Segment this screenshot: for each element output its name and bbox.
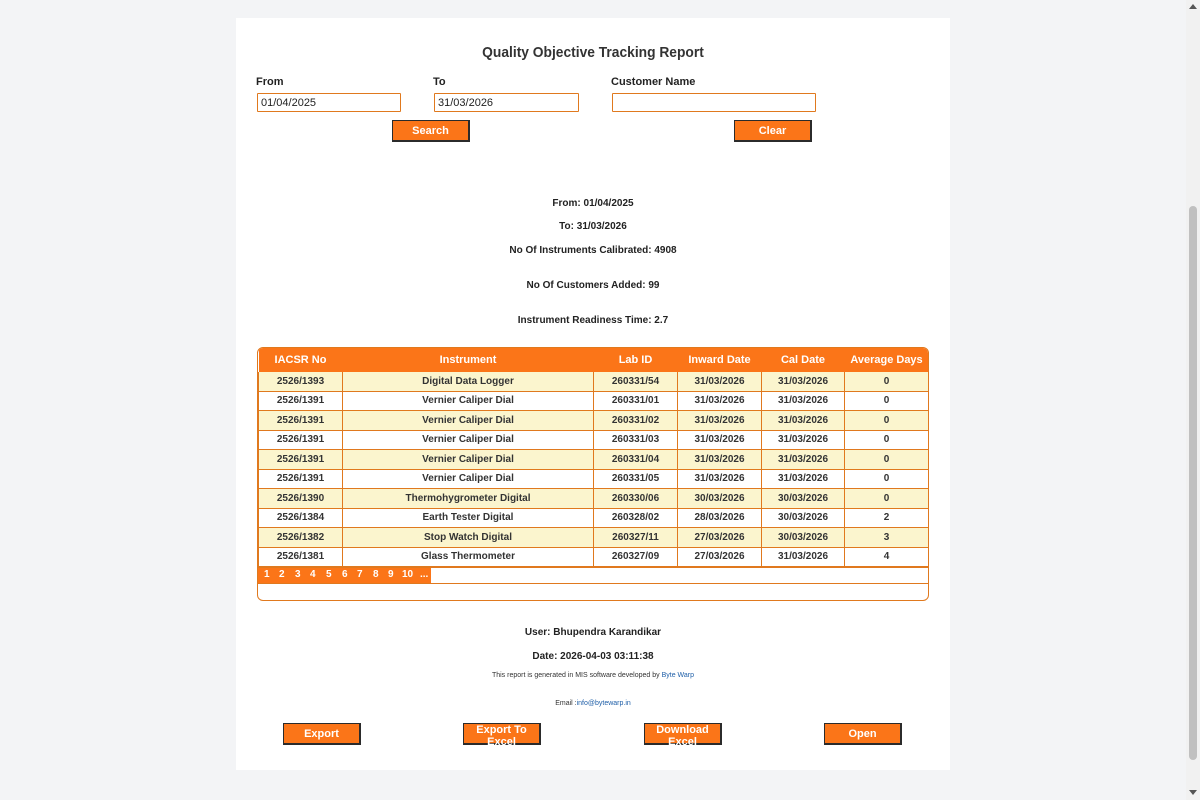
column-header[interactable]: Instrument [343,348,594,372]
clear-button[interactable]: Clear [734,120,812,142]
pagination-bar [258,567,928,584]
page-link-9[interactable]: 9 [388,569,394,580]
table-cell: 2526/1391 [259,450,343,470]
table-cell: 0 [845,391,929,411]
open-button[interactable]: Open [824,723,902,745]
pagination-strip [258,568,431,583]
column-header[interactable]: IACSR No [259,348,343,372]
column-header[interactable]: Average Days [845,348,929,372]
table-cell: 31/03/2026 [678,430,762,450]
table-cell: 31/03/2026 [762,430,845,450]
table-cell: 3 [845,528,929,548]
table-cell: 2526/1393 [259,372,343,391]
table-cell: 260330/06 [594,489,678,509]
table-cell: Thermohygrometer Digital [343,489,594,509]
table-cell: 2526/1381 [259,547,343,567]
table-cell: 260327/11 [594,528,678,548]
table-cell: Earth Tester Digital [343,508,594,528]
table-cell: 31/03/2026 [678,450,762,470]
generated-text: This report is generated in MIS software developed by [491,672,660,679]
table-cell: 30/03/2026 [762,489,845,509]
download-excel-button[interactable]: Download Excel [644,723,722,745]
table-cell: 31/03/2026 [762,372,845,391]
table-header-row [259,348,929,372]
scrollbar-thumb[interactable] [1189,206,1197,760]
developer-link[interactable]: Byte Warp [661,672,695,679]
page-scrollbar[interactable] [1186,0,1200,800]
table-cell: 260331/03 [594,430,678,450]
table-row [259,372,929,391]
table-cell: Digital Data Logger [343,372,594,391]
table-cell: 27/03/2026 [678,547,762,567]
table-cell: 0 [845,450,929,470]
page-link-3[interactable]: 3 [295,569,301,580]
page-link-7[interactable]: 7 [357,569,363,580]
table-cell: 260327/09 [594,547,678,567]
table-row [259,411,929,431]
column-header[interactable]: Cal Date [762,348,845,372]
summary-instruments-calibrated: No Of Instruments Calibrated: 4908 [509,245,677,256]
page-link-5[interactable]: 5 [326,569,332,580]
scroll-down-arrow-icon[interactable] [1189,790,1197,795]
table-row [259,430,929,450]
table-row [259,547,929,567]
table-cell: 260331/54 [594,372,678,391]
summary-to: To: 31/03/2026 [559,221,627,232]
table-cell: 2526/1384 [259,508,343,528]
table-cell: 31/03/2026 [678,469,762,489]
email-link[interactable]: info@bytewarp.in [576,700,631,707]
page-link-4[interactable]: 4 [310,569,316,580]
table-row [259,391,929,411]
table-cell: 31/03/2026 [762,391,845,411]
footer-generated-note [236,672,950,679]
table-row [259,508,929,528]
table-cell: 0 [845,469,929,489]
from-date-input[interactable] [257,93,401,112]
to-date-input[interactable] [434,93,579,112]
table-cell: 2526/1382 [259,528,343,548]
table-cell: 2526/1390 [259,489,343,509]
footer-user: User: Bhupendra Karandikar [524,627,662,638]
table-cell: 260331/04 [594,450,678,470]
table-cell: Vernier Caliper Dial [343,391,594,411]
table-cell: 2526/1391 [259,430,343,450]
table-cell: 30/03/2026 [762,528,845,548]
table-cell: 31/03/2026 [762,469,845,489]
page-link-8[interactable]: 8 [373,569,379,580]
column-header[interactable]: Inward Date [678,348,762,372]
table-cell: 2526/1391 [259,469,343,489]
table-cell: 31/03/2026 [762,547,845,567]
column-header[interactable]: Lab ID [594,348,678,372]
scroll-up-arrow-icon[interactable] [1189,4,1197,9]
search-button[interactable]: Search [392,120,470,142]
email-label: Email : [555,700,577,707]
summary-from: From: 01/04/2025 [552,198,634,209]
results-table [258,348,929,567]
table-row [259,528,929,548]
footer-email [236,700,950,707]
table-cell: 28/03/2026 [678,508,762,528]
table-cell: 2 [845,508,929,528]
page-link-more[interactable]: ... [420,569,429,580]
table-cell: 260331/02 [594,411,678,431]
table-cell: 2526/1391 [259,411,343,431]
table-cell: Stop Watch Digital [343,528,594,548]
table-row [259,469,929,489]
table-row [259,450,929,470]
table-cell: 0 [845,430,929,450]
table-cell: 260331/01 [594,391,678,411]
table-cell: 31/03/2026 [762,450,845,470]
page-link-10[interactable]: 10 [402,569,414,580]
table-cell: 31/03/2026 [678,372,762,391]
table-cell: 31/03/2026 [678,411,762,431]
table-cell: 30/03/2026 [762,508,845,528]
table-cell: 0 [845,372,929,391]
page-link-1[interactable]: 1 [264,569,270,580]
summary-customers-added: No Of Customers Added: 99 [526,280,660,291]
table-row [259,489,929,509]
page-link-6[interactable]: 6 [342,569,348,580]
table-cell: Vernier Caliper Dial [343,469,594,489]
table-cell: 260331/05 [594,469,678,489]
table-cell: 31/03/2026 [678,391,762,411]
summary-readiness-time: Instrument Readiness Time: 2.7 [517,315,669,326]
table-cell: 260328/02 [594,508,678,528]
table-cell: 27/03/2026 [678,528,762,548]
footer-date: Date: 2026-04-03 03:11:38 [532,651,654,662]
customer-name-label: Customer Name [611,76,696,88]
table-cell: 30/03/2026 [678,489,762,509]
table-cell: 0 [845,489,929,509]
table-cell: 0 [845,411,929,431]
table-cell: Vernier Caliper Dial [343,411,594,431]
page-link-2[interactable]: 2 [279,569,285,580]
table-cell: 2526/1391 [259,391,343,411]
to-label: To [433,76,446,88]
results-grid [257,347,929,601]
page-title: Quality Objective Tracking Report [482,44,704,61]
export-to-excel-button[interactable]: Export To Excel [463,723,541,745]
customer-name-input[interactable] [612,93,816,112]
table-cell: 4 [845,547,929,567]
table-cell: 31/03/2026 [762,411,845,431]
export-button[interactable]: Export [283,723,361,745]
table-cell: Vernier Caliper Dial [343,430,594,450]
table-cell: Vernier Caliper Dial [343,450,594,470]
from-label: From [256,76,284,88]
table-cell: Glass Thermometer [343,547,594,567]
